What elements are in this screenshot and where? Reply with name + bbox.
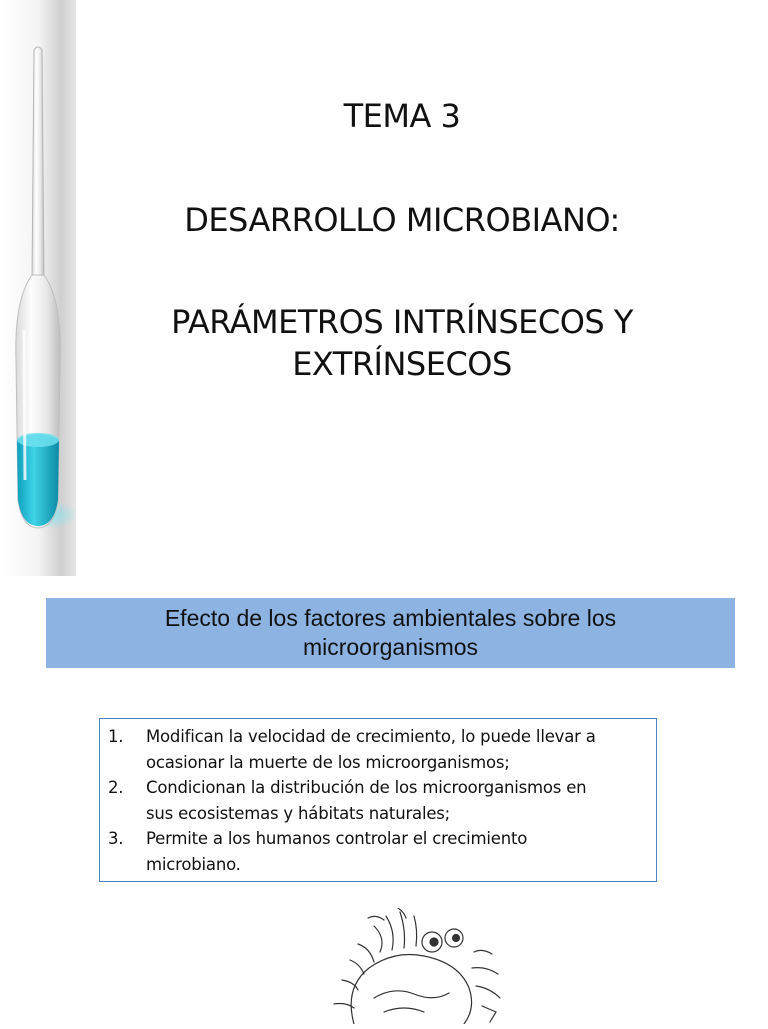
microorganism-icon [314,908,514,1024]
list-item-text-line2: microbiano. [146,854,241,874]
effect-heading-bar [46,598,735,668]
slide-title-topic: TEMA 3 [343,97,461,135]
list-item-text-line1: Condicionan la distribución de los microorganismos en [146,778,587,797]
slide-subtitle-line1: PARÁMETROS INTRÍNSECOS Y [171,303,633,341]
list-item-number: 1. [108,727,124,746]
test-tube-decoration [0,0,76,576]
effect-heading-line1: Efecto de los factores ambientales sobre los [164,605,617,631]
list-item-text-line2: ocasionar la muerte de los microorganismos; [146,752,510,772]
effect-heading-line2: microorganismos [302,634,479,660]
slide-subtitle-line2: EXTRÍNSECOS [292,345,512,383]
slide-subtitle [80,301,724,385]
effects-list [108,724,646,877]
microorganism-illustration [314,908,514,1024]
list-item-number: 3. [108,829,124,848]
list-item [108,775,646,826]
list-item-text-line1: Permite a los humanos controlar el crecimiento [146,829,528,848]
list-item-text-line1: Modifican la velocidad de crecimiento, lo puede llevar a [146,727,596,746]
list-item-text-line2: sus ecosistemas y hábitats naturales; [146,803,451,823]
list-item [108,724,646,775]
list-item-number: 2. [108,778,124,797]
test-tube-icon [0,0,76,576]
effects-list-box [99,718,657,882]
list-item [108,826,646,877]
slide-title-main: DESARROLLO MICROBIANO: [184,201,620,239]
